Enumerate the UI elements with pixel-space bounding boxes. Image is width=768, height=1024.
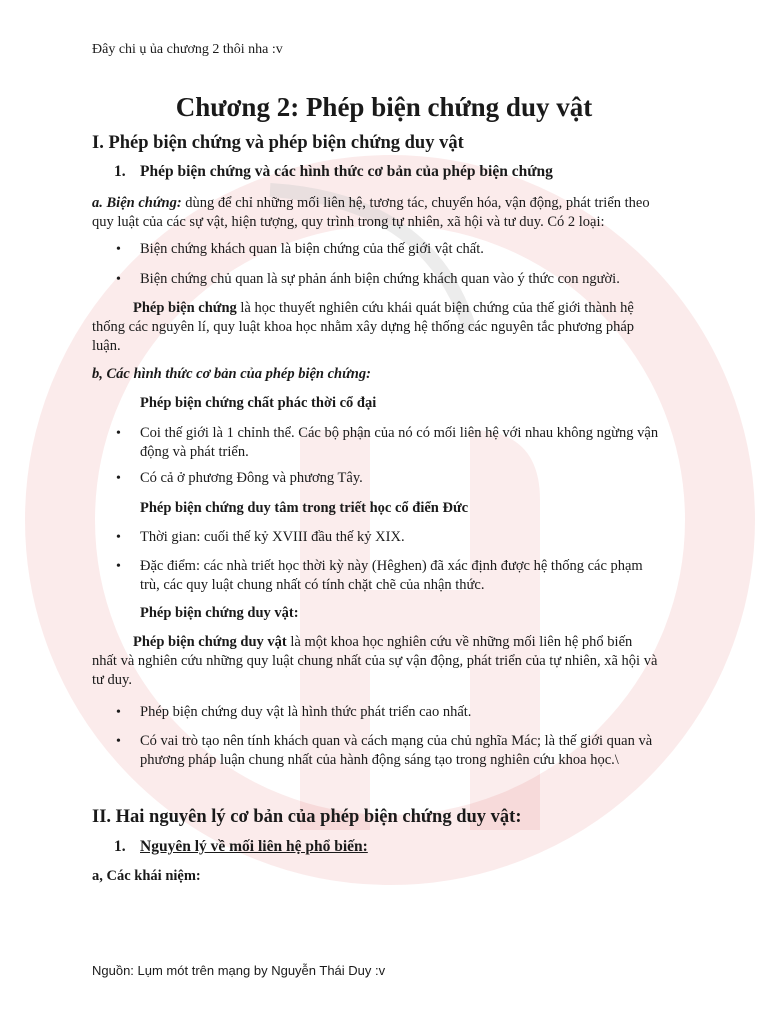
form-2-title: Phép biện chứng duy tâm trong triết học cổ điển Đức <box>140 500 469 516</box>
bullet-marker: • <box>116 734 121 749</box>
list-item: Biện chứng chủ quan là sự phản ánh biện chứng khách quan vào ý thức con người. <box>140 271 620 287</box>
bullet-marker: • <box>116 426 121 441</box>
forms-heading: b, Các hình thức cơ bản của phép biện chứng: <box>92 366 371 382</box>
section-2-title: II. Hai nguyên lý cơ bản của phép biện chứng duy vật: <box>92 807 522 827</box>
definition-paragraph-line-1 <box>92 195 650 212</box>
form-1-title: Phép biện chứng chất phác thời cổ đại <box>140 395 377 411</box>
header-note: Đây chi ụ ủa chương 2 thôi nha :v <box>92 42 283 57</box>
section-2-sub-1-title: Nguyên lý về mối liên hệ phổ biến: <box>140 838 368 855</box>
pbc-text: là học thuyết nghiên cứu khái quát biện chứng của thế giới thành hệ <box>236 300 634 316</box>
section-1-sub-1-number: 1. <box>114 163 126 180</box>
list-item: Biện chứng khách quan là biện chứng của thế giới vật chất. <box>140 241 484 257</box>
form-3-paragraph-line-3: tư duy. <box>92 672 132 688</box>
pbc-paragraph-line-1 <box>133 300 634 317</box>
form-3-paragraph-line-1 <box>133 634 632 651</box>
list-item: Thời gian: cuối thế kỷ XVIII đầu thế kỷ XIX. <box>140 529 405 545</box>
form-3-text: là một khoa học nghiên cứu về những mối liên hệ phổ biến <box>286 634 633 650</box>
list-item: Có vai trò tạo nên tính khách quan và cách mạng của chủ nghĩa Mác; là thế giới quan và <box>140 733 653 749</box>
list-item: Phép biện chứng duy vật là hình thức phát triển cao nhất. <box>140 704 472 720</box>
list-item: Có cả ở phương Đông và phương Tây. <box>140 470 363 486</box>
list-item: Đặc điểm: các nhà triết học thời kỳ này (Hêghen) đã xác định được hệ thống các phạm <box>140 558 643 574</box>
pbc-paragraph-line-3: luận. <box>92 338 121 354</box>
list-item: Coi thế giới là 1 chỉnh thể. Các bộ phận của nó có mối liên hệ với nhau không ngừng vận <box>140 425 659 441</box>
definition-term: a. Biện chứng: <box>92 195 182 211</box>
section-1-title: I. Phép biện chứng và phép biện chứng duy vật <box>92 133 464 153</box>
concepts-heading: a, Các khái niệm: <box>92 868 201 884</box>
bullet-marker: • <box>116 272 121 287</box>
definition-text: dùng để chỉ những mối liên hệ, tương tác, chuyển hóa, vận động, phát triển theo <box>181 195 650 211</box>
bullet-marker: • <box>116 559 121 574</box>
section-1-sub-1-title: Phép biện chứng và các hình thức cơ bản của phép biện chứng <box>140 163 553 180</box>
chapter-title: Chương 2: Phép biện chứng duy vật <box>175 92 593 122</box>
pbc-term: Phép biện chứng <box>133 300 237 316</box>
footer-source: Nguồn: Lụm mót trên mạng by Nguyễn Thái Duy :v <box>92 963 386 978</box>
form-3-paragraph-line-2: nhất và nghiên cứu những quy luật chung nhất của sự vận động, phát triển của tự nhiên, xã hội và <box>92 653 658 669</box>
section-2-sub-1-number: 1. <box>114 838 126 855</box>
form-3-term: Phép biện chứng duy vật <box>133 634 287 650</box>
definition-paragraph-line-2: quy luật của các sự vật, hiện tượng, quy trình trong tự nhiên, xã hội và tư duy. Có 2 loại: <box>92 214 605 230</box>
bullet-marker: • <box>116 242 121 257</box>
bullet-marker: • <box>116 705 121 720</box>
form-3-title: Phép biện chứng duy vật: <box>140 605 299 621</box>
bullet-marker: • <box>116 471 121 486</box>
bullet-marker: • <box>116 530 121 545</box>
list-item-continuation: phương pháp luận chung nhất của hành động sáng tạo trong nghiên cứu khoa học.\ <box>140 752 619 768</box>
pbc-paragraph-line-2: thống các nguyên lí, quy luật khoa học nhằm xây dựng hệ thống các nguyên tắc phương pháp <box>92 319 635 335</box>
list-item-continuation: trù, các quy luật chung nhất có tính chặt chẽ của nhận thức. <box>140 577 485 593</box>
list-item-continuation: động và phát triển. <box>140 444 249 460</box>
